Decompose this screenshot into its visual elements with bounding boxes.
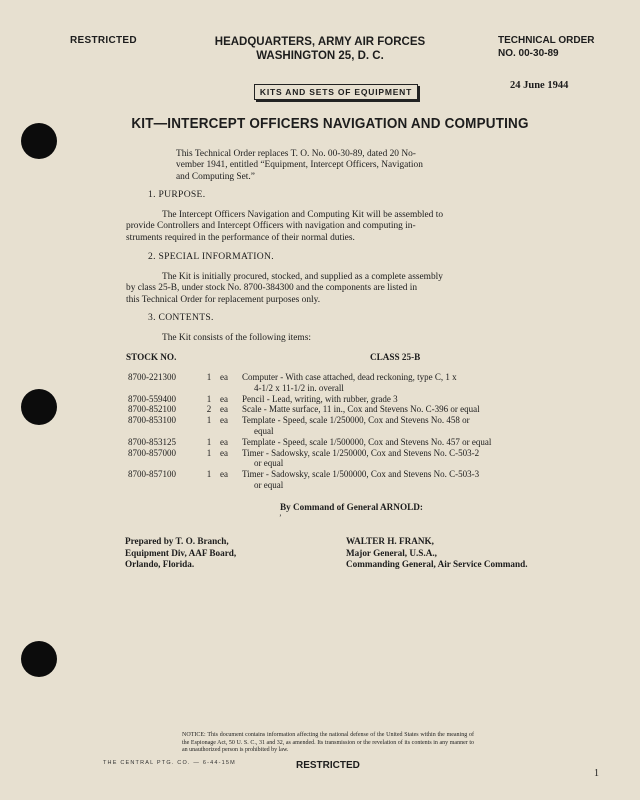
- classification-bottom: RESTRICTED: [296, 760, 360, 771]
- issue-date: 24 June 1944: [510, 80, 569, 91]
- signatory-title: Commanding General, Air Service Command.: [346, 559, 528, 569]
- section-heading-special-information: 2. SPECIAL INFORMATION.: [148, 251, 274, 262]
- unit: ea: [220, 469, 228, 480]
- category-box: KITS AND SETS OF EQUIPMENT: [254, 84, 418, 100]
- quantity: 1: [206, 436, 212, 447]
- section-body-purpose: [126, 210, 443, 244]
- unit: ea: [220, 372, 228, 382]
- body-line: provide Controllers and Intercept Officers with navigation and computing in-: [126, 221, 416, 232]
- classification-top: RESTRICTED: [70, 35, 137, 46]
- body-line: The Intercept Officers Navigation and Computing Kit will be assembled to: [162, 210, 444, 220]
- table-row: [128, 469, 588, 491]
- technical-order-id: [498, 35, 594, 60]
- quantity: 1: [206, 393, 212, 404]
- section-heading-purpose: 1. PURPOSE.: [148, 189, 206, 200]
- item-description: [242, 437, 588, 448]
- class-header: CLASS 25-B: [370, 352, 421, 362]
- body-line: struments required in the performance of their normal duties.: [126, 232, 355, 243]
- intro-paragraph: [176, 149, 423, 183]
- stock-number-header: STOCK NO.: [126, 352, 177, 362]
- body-line: The Kit is initially procured, stocked, and supplied as a complete assembly: [162, 272, 443, 282]
- stock-number: 8700-853100: [128, 415, 176, 426]
- table-row: [128, 437, 588, 448]
- table-row: [128, 372, 588, 394]
- item-description: [242, 404, 588, 415]
- section-heading-contents: 3. CONTENTS.: [148, 312, 214, 323]
- description-text: Computer - With case attached, dead reckoning, type C, 1 x: [242, 372, 457, 382]
- prepared-line: Equipment Div, AAF Board,: [125, 547, 237, 558]
- quantity: 1: [206, 415, 212, 426]
- item-description: [242, 415, 588, 437]
- description-continuation: 4-1/2 x 11-1/2 in. overall: [254, 382, 344, 393]
- description-text: Timer - Sadowsky, scale 1/500000, Cox and Stevens No. C-503-3: [242, 469, 480, 480]
- signature-block: [346, 536, 528, 571]
- description-text: Timer - Sadowsky, scale 1/250000, Cox and Stevens No. C-503-2: [242, 447, 480, 458]
- table-row: [128, 415, 588, 437]
- binder-hole: [21, 389, 57, 425]
- prepared-line: Orlando, Florida.: [125, 559, 195, 569]
- unit: ea: [220, 393, 228, 404]
- item-description: [242, 394, 588, 405]
- pen-tick-mark: ʼ: [279, 513, 282, 522]
- unit: ea: [220, 404, 228, 415]
- section-body-special-information: [126, 272, 443, 306]
- description-text: Pencil - Lead, writing, with rubber, grade 3: [242, 393, 398, 404]
- quantity: 1: [206, 469, 212, 480]
- contents-table: [128, 372, 588, 491]
- item-description: [242, 469, 588, 491]
- unit: ea: [220, 447, 228, 458]
- quantity: 2: [206, 404, 212, 415]
- signatory-name: WALTER H. FRANK,: [346, 536, 434, 546]
- body-line: this Technical Order for replacement purposes only.: [126, 294, 321, 305]
- quantity: 1: [206, 447, 212, 458]
- prepared-by-block: [125, 536, 236, 571]
- intro-line: This Technical Order replaces T. O. No. 00-30-89, dated 20 No-: [176, 149, 416, 159]
- binder-hole: [21, 123, 57, 159]
- table-row: [128, 394, 588, 405]
- page-number: 1: [594, 768, 599, 779]
- description-continuation: equal: [254, 425, 274, 436]
- signatory-rank: Major General, U.S.A.,: [346, 547, 437, 558]
- section-body-contents: The Kit consists of the following items:: [162, 333, 311, 343]
- stock-number: 8700-852100: [128, 404, 176, 415]
- command-line: By Command of General ARNOLD:: [280, 502, 423, 512]
- printer-imprint: THE CENTRAL PTG. CO. — 6-44-15M: [103, 760, 236, 766]
- description-text: Template - Speed, scale 1/500000, Cox and Stevens No. 457 or equal: [242, 436, 492, 447]
- item-description: [242, 372, 588, 394]
- description-continuation: or equal: [254, 458, 284, 469]
- stock-number: 8700-853125: [128, 436, 176, 447]
- unit: ea: [220, 436, 228, 447]
- to-number: NO. 00-30-89: [498, 47, 559, 59]
- stock-number: 8700-559400: [128, 393, 176, 404]
- table-row: [128, 448, 588, 470]
- intro-line: and Computing Set.”: [176, 171, 255, 182]
- stock-number: 8700-857100: [128, 469, 176, 480]
- item-description: [242, 448, 588, 470]
- quantity: 1: [206, 372, 212, 382]
- prepared-line: Prepared by T. O. Branch,: [125, 536, 229, 546]
- body-line: by class 25-B, under stock No. 8700-384300 and the components are listed in: [126, 283, 418, 294]
- binder-hole: [21, 641, 57, 677]
- description-text: Scale - Matte surface, 11 in., Cox and Stevens No. C-396 or equal: [242, 404, 480, 415]
- to-label: TECHNICAL ORDER: [498, 35, 595, 46]
- org-line-2: WASHINGTON 25, D. C.: [256, 50, 384, 62]
- issuing-authority: [200, 35, 440, 63]
- description-continuation: or equal: [254, 479, 284, 490]
- intro-line: vember 1941, entitled “Equipment, Intercept Officers, Navigation: [176, 160, 423, 171]
- description-text: Template - Speed, scale 1/250000, Cox and Stevens No. 458 or: [242, 415, 470, 426]
- espionage-notice: NOTICE: This document contains information affecting the national defense of the United States within the meaning of the Espionage Act, 50 U. S. C., 31 and 32, as amended. Its transmission or the revelation of its contents in any manner to an unauthorized person is prohibited by law.: [182, 732, 474, 754]
- document-title: KIT—INTERCEPT OFFICERS NAVIGATION AND COMPUTING: [131, 116, 529, 132]
- stock-number: 8700-857000: [128, 447, 176, 458]
- org-line-1: HEADQUARTERS, ARMY AIR FORCES: [214, 36, 426, 48]
- table-row: [128, 404, 588, 415]
- unit: ea: [220, 415, 228, 426]
- stock-number: 8700-221300: [128, 372, 176, 382]
